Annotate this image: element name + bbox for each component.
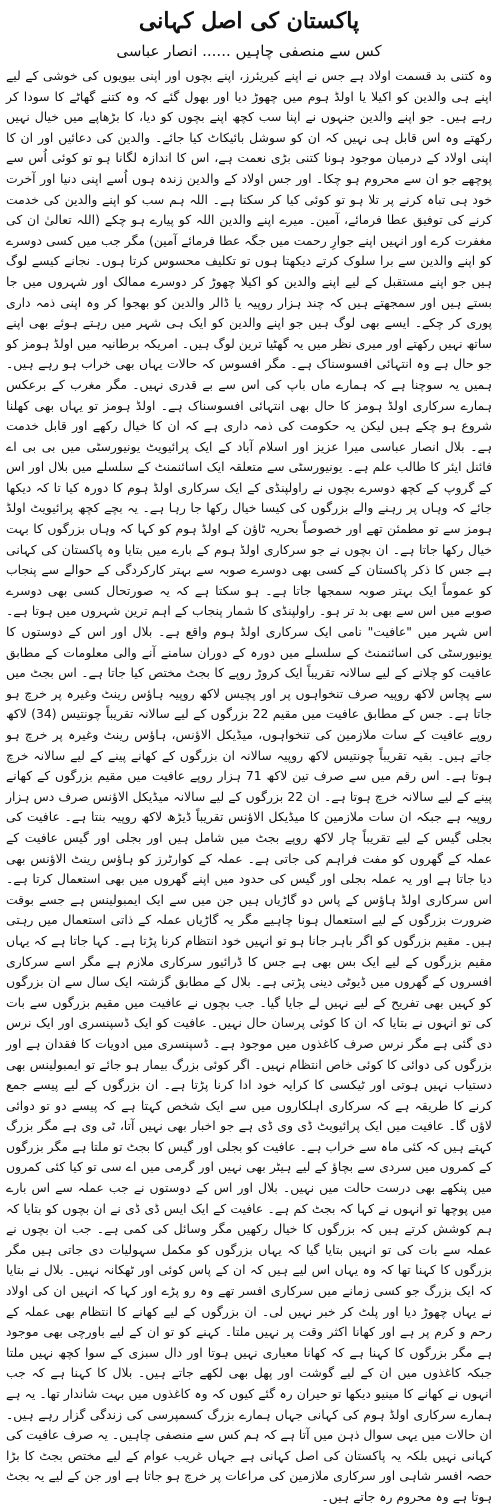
article-title: پاکستان کی اصل کہانی [138, 8, 360, 34]
article-byline: کس سے منصفی چاہیں ...... انصار عباسی [116, 42, 382, 60]
article-body [6, 66, 493, 1504]
article-paragraph: وہ کتنی بد قسمت اولاد ہے جس نے اپنے کیریئرز، اپنے بچوں اور اپنی بیویوں کی خوشی کے لیے اپنے ہی والدین کو اکیلا یا اولڈ ہوم میں چھوڑ دیا اور بھول گئے کہ وہ کتنے گھاٹے کا سودا کر رہے ہیں۔ جو اپنے والدین جنہوں نے اپنا سب کچھ اپنے بچوں کو دیا، کا بڑھاپے میں خیال نہیں رکھتے وہ اس قابل ہی نہیں کہ ان کو سوشل بائیکاٹ کیا جائے۔ والدین کی دعائیں اور ان کا اپنی اولاد کے درمیان موجود ہونا کتنی بڑی نعمت ہے، اس کا اندازہ لگانا ہو تو کوئی اُس سے پوچھے جو ان سے محروم ہو چکا۔ اور جس اولاد کے والدین زندہ ہوں اُسے اپنی دنیا اور آخرت خود ہی تباہ کرنے پر تلا ہو تو کوئی کیا کر سکتا ہے۔ اللہ ہم سب کو اپنے والدین کی خدمت کرنے کی توفیق عطا فرمائے، آمین۔ میرے اپنے والدین اللہ کو پیارے ہو چکے (اللہ تعالیٰ ان کی مغفرت کرے اور انہیں اپنے جوارِ رحمت میں جگہ عطا فرمائے آمین) مگر جب میں کسی دوسرے کو اپنے والدین سے برا سلوک کرتے دیکھتا ہوں تو تکلیف محسوس کرتا ہوں۔ نجانے کیسے لوگ ہیں جو اپنے مستقبل کے لیے اپنے والدین کو اکیلا چھوڑ کر دوسرے ممالک اور شہروں میں جا بستے ہیں اور سمجھتے ہیں کہ چند ہزار روپیہ یا ڈالر والدین کو بھجوا کر وہ اپنی ذمہ داری پوری کر چکے۔ ایسے بھی لوگ ہیں جو اپنے والدین کو ایک ہی شہر میں رہتے ہوئے بھی اپنے ساتھ نہیں رکھتے اور میری نظر میں یہ گھٹیا ترین لوگ ہیں۔ امریکہ برطانیہ میں اولڈ ہومز کو جو حال ہے وہ انتہائی افسوسناک ہے۔ مگر افسوس کہ حالات یہاں بھی خراب ہو رہے ہیں۔ ہمیں یہ سوچنا ہے کہ ہمارے ماں باپ کی اس سے بے قدری نہیں۔ مگر مغرب کے برعکس ہمارے سرکاری اولڈ ہومز کا حال بھی انتہائی افسوسناک ہے۔ اولڈ ہومز تو یہاں بھی کھلنا شروع ہو چکے ہیں لیکن یہ حکومت کی ذمہ داری ہے کہ ان کا خیال رکھے اور قابل خدمت ہے۔ بلال انصار عباسی میرا عزیز اور اسلام آباد کے ایک پرائیویٹ یونیورسٹی میں بی بی اے فائنل ایئر کا طالب علم ہے۔ یونیورسٹی سے متعلقہ ایک اسائنمنٹ کے سلسلے میں بلال اور اس کے گروپ کے کچھ دوسرے بچوں نے راولپنڈی کے ایک سرکاری اولڈ ہوم کا دورہ کیا تا کہ دیکھا جائے کہ وہاں پر رہنے والے بزرگوں کی کیسا خیال رکھا جا رہا ہے۔ یہ بچے کچھ پرائیویٹ اولڈ ہومز سے تو مطمئن تھے اور خصوصاً بحریہ ٹاؤن کے اولڈ ہوم کو کہا کہ وہاں بزرگوں کا بہت خیال رکھا جاتا ہے۔ ان بچوں نے جو سرکاری اولڈ ہوم کے بارے میں بتایا وہ پاکستان کی کہانی ہے جس کا ذکر پاکستان کے کسی بھی دوسرے صوبہ سے بہتر کارکردگی کے حوالے سے پنجاب کو عموماً ایک بہتر صوبہ سمجھا جاتا ہے۔ ہو سکتا ہے کہ یہ صورتحال کسی بھی دوسرے صوبے میں اس سے بھی بد تر ہو۔ راولپنڈی کا شمار پنجاب کے اہم ترین شہروں میں ہوتا ہے۔ اس شہر میں "عافیت" نامی ایک سرکاری اولڈ ہوم واقع ہے۔ بلال اور اس کے دوستوں کا یونیورسٹی کی اسائنمنٹ کے سلسلے میں دورہ کے دوران سامنے آنے والی معلومات کے مطابق عافیت کو چلانے کے لیے سالانہ تقریباً ایک کروڑ روپے کا بجٹ مختص کیا جاتا ہے۔ اس بجٹ میں سے پچاس لاکھ روپیہ صرف تنخواہوں پر اور پچیس لاکھ روپیہ ہاؤس رینٹ وغیرہ پر خرچ ہو جاتا ہے۔ جس کے مطابق عافیت میں مقیم 22 بزرگوں کے لیے سالانہ تقریباً چونتیس (34) لاکھ روپے عافیت کے سات ملازمین کی تنخواہوں، میڈیکل الاؤنس، ہاؤس رینٹ وغیرہ پر خرچ ہو جاتے ہیں۔ بقیہ تقریباً چونتیس لاکھ روپیہ سالانہ ان بزرگوں کے کھانے پینے کے لیے سالانہ خرچ ہوتا ہے۔ اس رقم میں سے صرف تین لاکھ 71 ہزار روپے عافیت میں مقیم بزرگوں کے کھانے پینے کے لیے سالانہ خرچ ہوتا ہے۔ ان 22 بزرگوں کے لیے سالانہ میڈیکل الاؤنس صرف دس ہزار روپیہ ہے جبکہ ان سات ملازمین کا میڈیکل الاؤنس تقریباً ڈیڑھ لاکھ روپیہ بنتا ہے۔ عافیت کی بجلی گیس کے لیے تقریباً چار لاکھ روپے بجٹ میں شامل ہیں اور بجلی اور گیس عافیت کے عملہ کے گھروں کو مفت فراہم کی جاتی ہے۔ عملہ کے کوارٹرز کو ہاؤس رینٹ الاؤنس بھی دیا جاتا ہے اور یہ عملہ بجلی اور گیس کی حدود میں اپنے گھروں میں بھی استعمال کرتا ہے۔ اس سرکاری اولڈ ہاؤس کے پاس دو گاڑیاں ہیں جن میں سے ایک ایمبولینس ہے جسے بوقت ضرورت بزرگوں کے لیے استعمال ہونا چاہیے مگر یہ گاڑیاں عملہ کے ذاتی استعمال میں رہتی ہیں۔ مقیم بزرگوں کو اگر باہر جانا ہو تو انہیں خود انتظام کرنا پڑتا ہے۔ کہا جاتا ہے کہ یہاں مقیم بزرگوں کے لیے ایک بس بھی ہے جس کا ڈرائیور سرکاری ملازم ہے مگر اسے سرکاری افسروں کے گھروں میں ڈیوٹی دینی پڑتی ہے۔ بلال کے مطابق گزشتہ ایک سال سے ان بزرگوں کو کہیں بھی تفریح کے لیے نہیں لے جایا گیا۔ جب بچوں نے عافیت میں مقیم بزرگوں سے بات کی تو انہوں نے بتایا کہ ان کا کوئی پرسان حال نہیں۔ عافیت کو ایک ڈسپنسری اور ایک نرس دی گئی ہے مگر نرس صرف کاغذوں میں موجود ہے۔ ڈسپنسری میں ادویات کا فقدان ہے اور بزرگوں کی دوائی کا کوئی خاص انتظام نہیں۔ اگر کوئی بزرگ بیمار ہو جائے تو ایمبولینس بھی دستیاب نہیں ہوتی اور ٹیکسی کا کرایہ خود ادا کرنا پڑتا ہے۔ ان بزرگوں کے لیے پیسے جمع کرنے کا طریقہ ہے کہ سرکاری اہلکاروں میں سے ایک شخص کہتا ہے کہ پیسے دو تو دوائی لاؤں گا۔ عافیت میں ایک پرائیویٹ ڈی وی ڈی ہے جو اخبار بھی نہیں آتا، ٹی وی ہے مگر بزرگ کہتے ہیں کہ کئی ماہ سے خراب ہے۔ عافیت کو بجلی اور گیس کا بجٹ تو ملتا ہے مگر بزرگوں کے کمروں میں سردی سے بچاؤ کے لیے ہیٹر بھی نہیں اور گرمی میں اے سی تو کیا کئی کمروں میں پنکھے بھی درست حالت میں نہیں۔ بلال اور اس کے دوستوں نے جب عملہ سے اس بارے میں پوچھا تو انہوں نے کہا کہ بجٹ کم ہے۔ عافیت کے ایک ایس ڈی ڈی نے ان بچوں کو بتایا کہ ہم کوشش کرتے ہیں کہ بزرگوں کا خیال رکھیں مگر وسائل کی کمی ہے۔ جب ان بچوں نے عملہ سے بات کی تو انہیں بتایا گیا کہ یہاں بزرگوں کو مکمل سہولیات دی جاتی ہیں مگر بزرگوں کا کہنا تھا کہ وہ یہاں اس لیے ہیں کہ ان کے پاس کوئی اور ٹھکانہ نہیں۔ بلال نے بتایا کہ ایک بزرگ جو کسی زمانے میں سرکاری افسر تھے وہ رو پڑے اور کہا کہ انہیں ان کی اولاد نے یہاں چھوڑ دیا اور پلٹ کر خبر نہیں لی۔ ان بزرگوں کے لیے کھانے کا انتظام بھی عملہ کے رحم و کرم پر ہے اور کھانا اکثر وقت پر نہیں ملتا۔ کہنے کو تو ان کے لیے باورچی بھی موجود ہے مگر بزرگوں کا کہنا ہے کہ کھانا معیاری نہیں ہوتا اور دال سبزی کے سوا کچھ نہیں ملتا جبکہ کاغذوں میں ان کے لیے گوشت اور پھل بھی لکھے جاتے ہیں۔ بلال کا کہنا ہے کہ جب انہوں نے کھانے کا مینیو دیکھا تو حیران رہ گئے کیوں کہ وہ کاغذوں میں بہت شاندار تھا۔ یہ ہے ہمارے سرکاری اولڈ ہوم کی کہانی جہاں ہمارے بزرگ کسمپرسی کی زندگی گزار رہے ہیں۔ ان حالات میں یہی سوال ذہن میں آتا ہے کہ ہم کس سے منصفی چاہیں۔ یہ صرف عافیت کی کہانی نہیں بلکہ یہ پاکستان کی اصل کہانی ہے جہاں غریب عوام کے لیے مختص بجٹ کا بڑا حصہ افسر شاہی اور سرکاری ملازمین کی مراعات پر خرچ ہو جاتا ہے اور جن کے لیے یہ بجٹ ہوتا ہے وہ محروم رہ جاتے ہیں۔ [6, 68, 493, 1504]
